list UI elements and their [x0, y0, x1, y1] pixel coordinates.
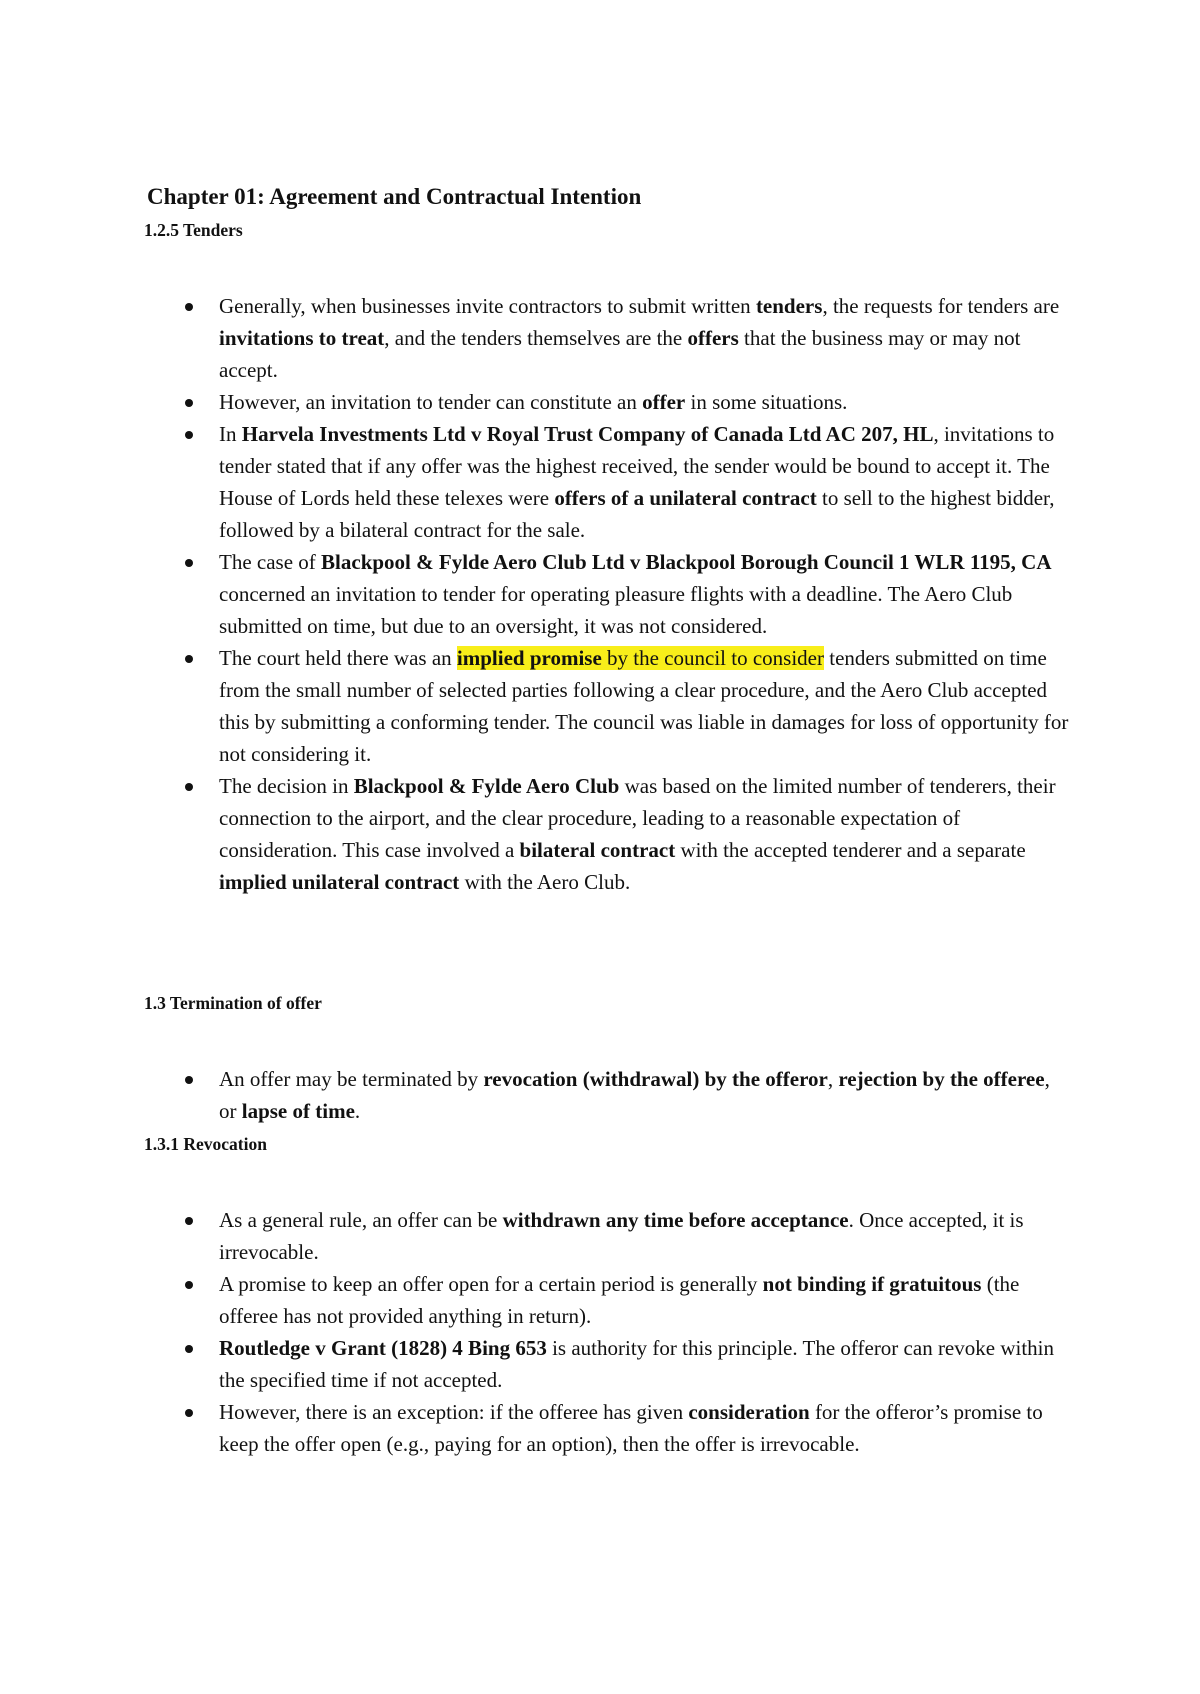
text-run: . Once accepted, it is irrevocable.: [219, 1208, 1024, 1264]
text-run: The court held there was an: [219, 646, 457, 670]
bold-text: Harvela Investments Ltd v Royal Trust Company of Canada Ltd AC 207, HL: [241, 422, 934, 446]
bold-text: consideration: [688, 1400, 810, 1424]
text-run: As a general rule, an offer can be: [219, 1208, 503, 1232]
text-run: to sell to the highest bidder, followed by a bilateral contract for the sale.: [219, 486, 1055, 542]
text-run: in some situations.: [685, 390, 848, 414]
list-item: [0, 1332, 1069, 1396]
bold-text: revocation (withdrawal) by the offeror: [483, 1067, 828, 1091]
bold-text: invitations to treat: [219, 326, 385, 350]
section-heading-tenders: 1.2.5 Tenders: [144, 220, 243, 240]
bold-text: Blackpool & Fylde Aero Club Ltd v Blackpool Borough Council 1 WLR 1195, CA: [321, 550, 1052, 574]
text-run: , and the tenders themselves are the: [384, 326, 688, 350]
text-run: with the Aero Club.: [459, 870, 631, 894]
bold-text: offers: [687, 326, 739, 350]
text-run: An offer may be terminated by: [219, 1067, 484, 1091]
bold-text: offer: [642, 390, 686, 414]
list-item: [0, 770, 1069, 898]
bullet-icon: [185, 559, 193, 567]
bold-text: withdrawn any time before acceptance: [502, 1208, 849, 1232]
list-item: [0, 1268, 1069, 1332]
bold-text: bilateral contract: [519, 838, 676, 862]
text-run: However, an invitation to tender can constitute an: [219, 390, 643, 414]
text-run: ,: [827, 1067, 839, 1091]
bullet-list-revocation: [0, 1204, 1069, 1460]
bold-text: rejection by the offeree: [838, 1067, 1045, 1091]
bold-text: implied unilateral contract: [219, 870, 460, 894]
bullet-icon: [185, 1217, 193, 1225]
highlighted-text: by the council to consider: [601, 646, 824, 670]
text-run: for the offeror’s promise to keep the offer open (e.g., paying for an option), then the offer is irrevocable.: [219, 1400, 1043, 1456]
list-item: [0, 1063, 1069, 1127]
bold-text: offers of a unilateral contract: [554, 486, 817, 510]
text-run: that the business may or may not accept.: [219, 326, 1021, 382]
text-run: , invitations to tender stated that if any offer was the highest received, the sender would be bound to accept it. The House of Lords held these telexes were: [219, 422, 1055, 510]
text-run: The case of: [219, 550, 322, 574]
bullet-icon: [185, 399, 193, 407]
text-run: is authority for this principle. The offeror can revoke within the specified time if not accepted.: [219, 1336, 1054, 1392]
bullet-icon: [185, 1345, 193, 1353]
list-item: [0, 386, 1069, 418]
bullet-icon: [185, 1281, 193, 1289]
bullet-icon: [185, 1076, 193, 1084]
bold-text: not binding if gratuitous: [762, 1272, 982, 1296]
list-item: [0, 1396, 1069, 1460]
list-item: [0, 642, 1069, 770]
text-run: was based on the limited number of tenderers, their connection to the airport, and the clear procedure, leading to a reasonable expectation of consideration. This case involved a: [219, 774, 1056, 862]
section-heading-termination: 1.3 Termination of offer: [144, 993, 322, 1013]
bold-text: tenders: [755, 294, 823, 318]
text-run: The decision in: [219, 774, 354, 798]
chapter-title: Chapter 01: Agreement and Contractual Intention: [147, 184, 642, 209]
bullet-icon: [185, 431, 193, 439]
bold-text: lapse of time: [241, 1099, 355, 1123]
bold-text: Routledge v Grant (1828) 4 Bing 653: [219, 1336, 547, 1360]
list-item: [0, 418, 1069, 546]
bullet-list-termination: [0, 1063, 1069, 1127]
text-run: However, there is an exception: if the offeree has given: [219, 1400, 689, 1424]
text-run: .: [354, 1099, 361, 1123]
text-run: A promise to keep an offer open for a certain period is generally: [219, 1272, 763, 1296]
list-item: [0, 546, 1069, 642]
text-run: concerned an invitation to tender for operating pleasure flights with a deadline. The Aero Club submitted on time, but due to an oversight, it was not considered.: [219, 582, 1013, 638]
text-run: , or: [219, 1067, 1050, 1123]
bullet-icon: [185, 655, 193, 663]
bold-text: Blackpool & Fylde Aero Club: [353, 774, 620, 798]
text-run: (the offeree has not provided anything in return).: [219, 1272, 1020, 1328]
highlighted-text: implied promise: [456, 646, 602, 670]
text-run: Generally, when businesses invite contractors to submit written: [219, 294, 756, 318]
text-run: with the accepted tenderer and a separate: [675, 838, 1026, 862]
bullet-icon: [185, 303, 193, 311]
list-item: [0, 1204, 1069, 1268]
text-run: In: [219, 422, 242, 446]
text-run: , the requests for tenders are: [822, 294, 1060, 318]
bullet-icon: [185, 1409, 193, 1417]
bullet-list-tenders: [0, 290, 1069, 898]
section-heading-revocation: 1.3.1 Revocation: [144, 1134, 267, 1154]
text-run: tenders submitted on time from the small number of selected parties following a clear procedure, and the Aero Club accepted this by submitting a conforming tender. The council was liable in damages for loss of opportunity for not considering it.: [219, 646, 1069, 766]
list-item: [0, 290, 1069, 386]
bullet-icon: [185, 783, 193, 791]
